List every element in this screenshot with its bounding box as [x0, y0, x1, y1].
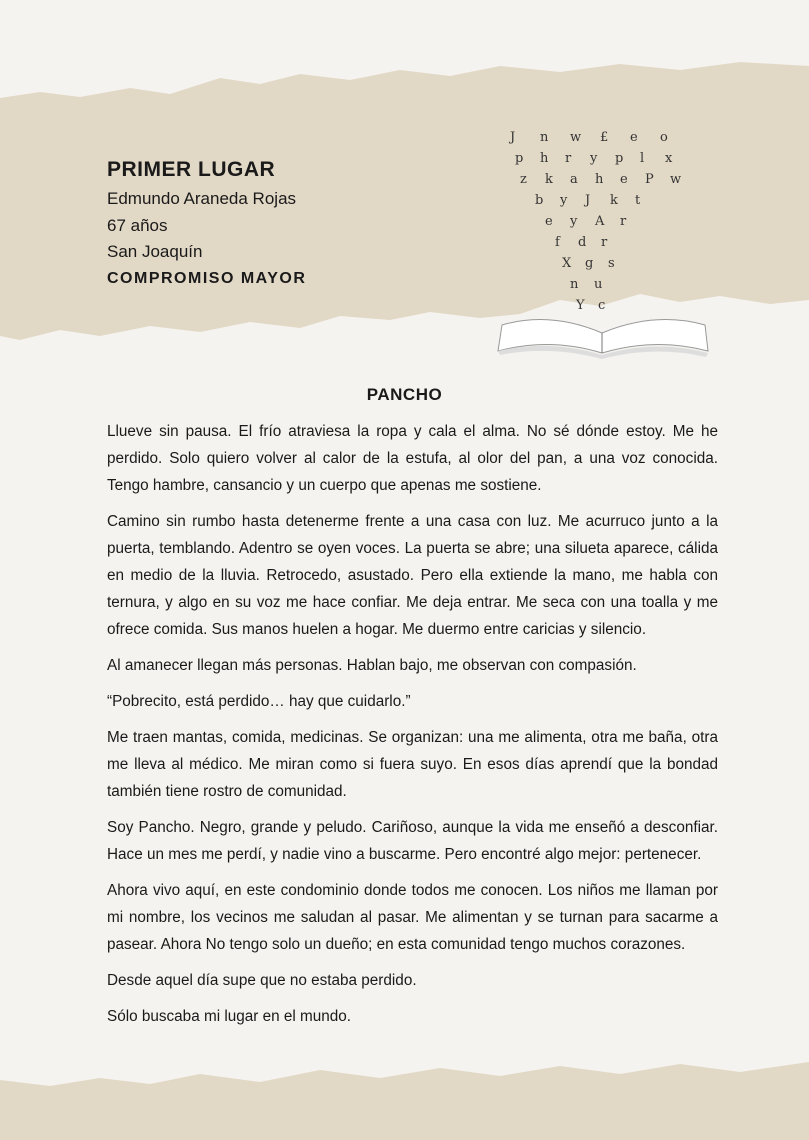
award-title: PRIMER LUGAR — [107, 158, 276, 181]
paragraph: Me traen mantas, comida, medicinas. Se organizan: una me alimenta, otra me baña, otra me lleva al médico. Me miran como si fuera suyo. En esos días aprendí que la bondad también tiene rostro de comunidad. — [107, 729, 718, 800]
svg-text:r: r — [620, 214, 627, 229]
svg-text:y: y — [560, 193, 568, 208]
paragraph: Camino sin rumbo hasta detenerme frente a una casa con luz. Me acurruco junto a la puerta, temblando. Adentro se oyen voces. La puerta se abre; una silueta aparece, cálida en medio de la lluvia. Retrocedo, asustado. Pero ella extiende la mano, me habla con ternura, y algo en su voz me hace confiar. Me deja entrar. Me seca con una toalla y me ofrece comida. Sus manos huelen a hogar. Me duermo entre caricias y silencio. — [107, 513, 718, 638]
svg-text:Y: Y — [576, 298, 585, 313]
svg-text:w: w — [570, 130, 582, 145]
svg-text:J: J — [510, 130, 516, 145]
book-letters-illustration — [490, 125, 715, 360]
svg-text:b: b — [535, 193, 544, 208]
svg-text:r: r — [565, 151, 572, 166]
paragraph: Soy Pancho. Negro, grande y peludo. Cariñoso, aunque la vida me enseñó a desconfiar. Hace un mes me perdí, y nadie vino a buscarme. Pero encontré algo mejor: pertenecer. — [107, 819, 718, 863]
svg-text:e: e — [630, 130, 638, 145]
paragraph: Sólo buscaba mi lugar en el mundo. — [107, 1008, 352, 1025]
author-location: San Joaquín — [107, 242, 203, 261]
author-name: Edmundo Araneda Rojas — [107, 189, 297, 208]
svg-text:p: p — [515, 151, 524, 166]
svg-text:c: c — [598, 298, 606, 313]
paragraph: “Pobrecito, está perdido… hay que cuidarlo.” — [107, 693, 411, 710]
paragraph: Al amanecer llegan más personas. Hablan bajo, me observan con compasión. — [107, 657, 637, 674]
svg-text:r: r — [601, 235, 608, 250]
svg-text:J: J — [585, 193, 591, 208]
svg-text:P: P — [645, 172, 654, 187]
svg-text:w: w — [670, 172, 682, 187]
svg-text:n: n — [540, 130, 549, 145]
story-body — [107, 418, 718, 1039]
svg-text:p: p — [615, 151, 624, 166]
svg-text:e: e — [620, 172, 628, 187]
svg-text:s: s — [608, 256, 615, 271]
svg-text:h: h — [595, 172, 604, 187]
paragraph: Desde aquel día supe que no estaba perdido. — [107, 972, 417, 989]
author-age: 67 años — [107, 215, 168, 235]
svg-text:o: o — [660, 130, 668, 145]
svg-text:h: h — [540, 151, 549, 166]
svg-text:l: l — [640, 151, 645, 166]
paragraph: Llueve sin pausa. El frío atraviesa la ropa y cala el alma. No sé dónde estoy. Me he perdido. Solo quiero volver al calor de la estufa, al olor del pan, a una voz conocida. Tengo hambre, cansancio y un cuerpo que apenas me sostiene. — [107, 423, 718, 494]
svg-text:f: f — [555, 235, 560, 250]
svg-text:d: d — [578, 235, 587, 250]
torn-paper-band-bottom — [0, 1040, 809, 1140]
svg-text:k: k — [610, 193, 618, 208]
svg-text:a: a — [570, 172, 578, 187]
svg-text:x: x — [665, 151, 673, 166]
author-info — [107, 158, 306, 292]
svg-text:z: z — [520, 172, 527, 187]
svg-text:e: e — [545, 214, 553, 229]
svg-text:u: u — [594, 277, 603, 292]
svg-text:k: k — [545, 172, 553, 187]
svg-text:t: t — [635, 193, 641, 208]
svg-text:n: n — [570, 277, 579, 292]
svg-text:y: y — [590, 151, 598, 166]
svg-text:g: g — [585, 256, 594, 271]
svg-text:y: y — [570, 214, 578, 229]
paragraph: Ahora vivo aquí, en este condominio donde todos me conocen. Los niños me llaman por mi nombre, los vecinos me saludan al pasar. Me alimentan y se turnan para sacarme a pasear. Ahora No tengo solo un dueño; en esta comunidad tengo muchos corazones. — [107, 882, 718, 953]
story-title: PANCHO — [366, 385, 443, 404]
svg-text:X: X — [562, 256, 572, 271]
svg-text:A: A — [595, 214, 605, 229]
svg-text:£: £ — [600, 130, 609, 145]
category: COMPROMISO MAYOR — [107, 269, 307, 287]
